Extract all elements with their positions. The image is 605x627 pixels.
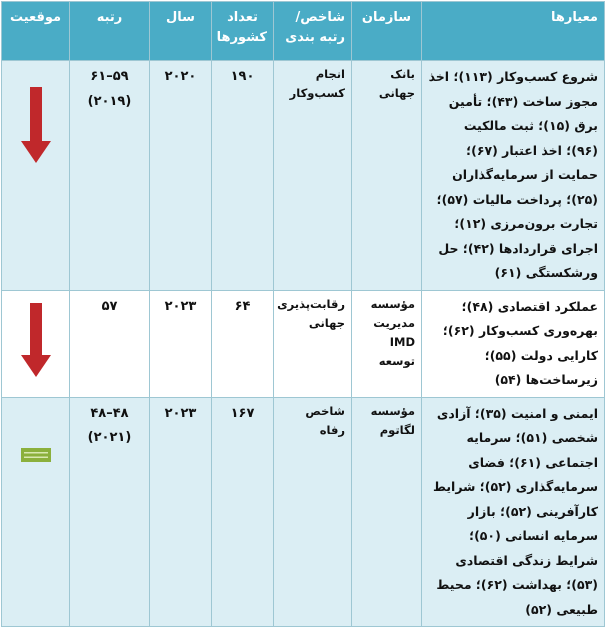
equal-icon (8, 448, 63, 462)
header-organization: سازمان (352, 2, 422, 61)
rank-year: (۲۰۲۱) (87, 430, 132, 445)
position-cell (2, 61, 70, 291)
criteria-cell: شروع کسب‌وکار (۱۱۳)؛ اخذ مجوز ساخت (۴۳)؛ تأمین برق (۱۵)؛ ثبت مالکیت (۹۶)؛ اخذ اعتبار (۶۷)؛ حمایت از سرمایه‌گذاران (۲۵)؛ پرداخت مالیات (۵۷)؛ تجارت برون‌مرزی (۱۲)؛ اجرای قراردادها (۴۲)؛ حل ورشکستگی (۶۱) (422, 61, 605, 291)
rank-value: ۵۷ (101, 298, 118, 314)
table-row (2, 290, 605, 397)
down-arrow-icon (8, 303, 63, 379)
table-row (2, 397, 605, 627)
year-cell: ۲۰۲۰ (150, 61, 212, 291)
header-position: موقعیت (2, 2, 70, 61)
rank-cell (70, 61, 150, 291)
header-rank: رتبه (70, 2, 150, 61)
index-cell: رقابت‌پذیری جهانی (274, 290, 352, 397)
header-countries: تعداد کشورها (212, 2, 274, 61)
rank-value: ۴۸–۴۸ (90, 405, 129, 421)
rank-value: ۵۹–۶۱ (90, 69, 129, 84)
down-arrow-icon (8, 87, 63, 165)
comparison-table (1, 1, 605, 627)
criteria-cell: عملکرد اقتصادی (۴۸)؛ بهره‌وری کسب‌وکار (۶۲)؛ کارایی دولت (۵۵)؛ زیرساخت‌ها (۵۴) (422, 290, 605, 397)
header-row (2, 2, 605, 61)
countries-cell: ۱۹۰ (212, 61, 274, 291)
rank-cell (70, 397, 150, 627)
organization-cell: مؤسسه لگاتوم (352, 397, 422, 627)
criteria-cell: ایمنی و امنیت (۳۵)؛ آزادی شخصی (۵۱)؛ سرمایه اجتماعی (۶۱)؛ فضای سرمایه‌گذاری (۵۲)؛ شرایط کارآفرینی (۵۲)؛ بازار سرمایه انسانی (۵۰)؛ شرایط زندگی اقتصادی (۵۳)؛ بهداشت (۶۲)؛ محیط طبیعی (۵۲) (422, 397, 605, 627)
position-cell (2, 397, 70, 627)
rank-year: (۲۰۱۹) (87, 93, 132, 109)
header-index: شاخص/ رتبه بندی (274, 2, 352, 61)
year-cell: ۲۰۲۳ (150, 290, 212, 397)
header-year: سال (150, 2, 212, 61)
rank-cell (70, 290, 150, 397)
header-criteria: معیارها (422, 2, 605, 61)
table-row (2, 61, 605, 291)
index-cell: شاخص رفاه (274, 397, 352, 627)
countries-cell: ۶۴ (212, 290, 274, 397)
year-cell: ۲۰۲۳ (150, 397, 212, 627)
organization-cell: بانک جهانی (352, 61, 422, 291)
organization-cell: مؤسسه مدیریت IMD توسعه (352, 290, 422, 397)
index-cell: انجام کسب‌وکار (274, 61, 352, 291)
countries-cell: ۱۶۷ (212, 397, 274, 627)
position-cell (2, 290, 70, 397)
